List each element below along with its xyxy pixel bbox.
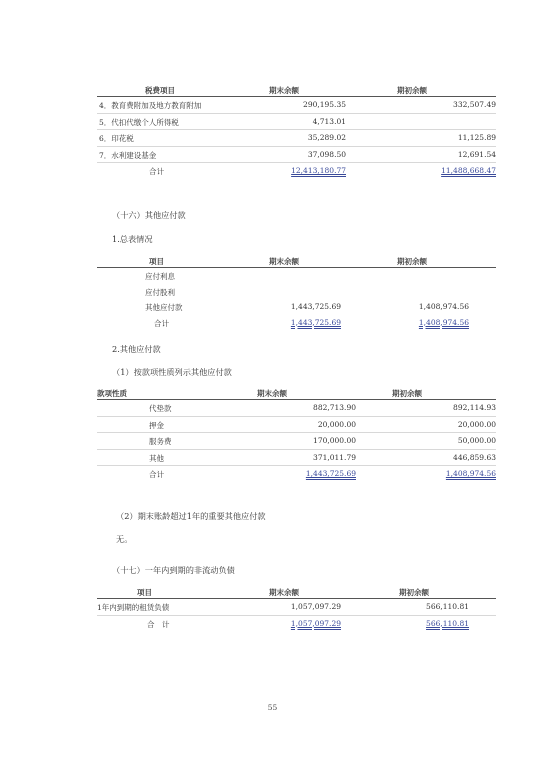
table-header [97, 387, 496, 400]
section-16-title: （十六）其他应付款 [112, 210, 186, 220]
table-row [97, 450, 496, 467]
row-label: 应付股利 [145, 287, 175, 297]
total-opening: 11,488,668.47 [441, 166, 496, 175]
total-opening: 566,110.81 [426, 618, 469, 628]
row-opening: 446,859.63 [453, 452, 496, 462]
tax-table [97, 84, 496, 179]
row-label: 7．水利建设基金 [99, 150, 157, 160]
row-opening: 566,110.81 [426, 602, 469, 611]
section-16-sub2b: （2）期末账龄超过1年的重要其他应付款 [116, 511, 266, 521]
row-label: 其他 [149, 453, 164, 463]
page-number: 55 [267, 703, 278, 712]
total-row [97, 616, 496, 632]
row-opening: 20,000.00 [457, 419, 496, 429]
row-label: 服务费 [149, 437, 172, 446]
total-label: 合计 [154, 318, 169, 328]
noncurrent-table [97, 586, 496, 631]
row-label: 其他应付款 [145, 303, 183, 312]
section-16-sub2: 2.其他应付款 [112, 344, 161, 354]
section-16-sub1: 1.总表情况 [112, 234, 153, 244]
row-ending: 371,011.79 [313, 452, 356, 462]
section-16-sub2a: （1）按款项性质列示其他应付款 [112, 367, 232, 377]
row-ending: 1,443,725.69 [290, 302, 341, 311]
total-opening: 1,408,974.56 [445, 469, 496, 478]
header-nature: 款项性质 [97, 389, 127, 398]
table-row [97, 284, 496, 300]
table-row [97, 599, 496, 616]
row-opening: 1,408,974.56 [418, 302, 469, 311]
header-ending-balance: 期末余额 [269, 588, 299, 597]
row-ending: 20,000.00 [317, 419, 356, 429]
table-header [97, 84, 496, 97]
row-label: 4．教育费附加及地方教育附加 [99, 101, 202, 110]
table-row [97, 433, 496, 450]
total-row [97, 466, 496, 482]
table-row [97, 417, 496, 434]
table-row [97, 97, 496, 114]
summary-table [97, 255, 496, 330]
total-ending: 1,443,725.69 [290, 317, 341, 327]
header-opening-balance: 期初余额 [392, 389, 422, 398]
total-label: 合计 [149, 470, 164, 479]
section-17-title: （十七）一年内到期的非流动负债 [112, 565, 235, 575]
table-row [97, 299, 496, 315]
table-row [97, 147, 496, 164]
table-row [97, 268, 496, 284]
header-opening-balance: 期初余额 [399, 588, 429, 597]
header-ending-balance: 期末余额 [269, 86, 299, 95]
row-label: 代垫款 [149, 404, 172, 413]
header-item: 项目 [149, 257, 164, 266]
total-row [97, 163, 496, 179]
row-opening: 892,114.93 [453, 403, 496, 412]
total-opening: 1,408,974.56 [418, 317, 469, 327]
row-ending: 1,057,097.29 [290, 602, 341, 611]
row-ending: 4,713.01 [312, 116, 346, 126]
header-opening-balance: 期初余额 [397, 86, 427, 95]
table-row [97, 400, 496, 417]
row-ending: 882,713.90 [313, 403, 356, 412]
total-ending: 12,413,180.77 [291, 166, 346, 175]
row-label: 押金 [149, 420, 164, 430]
row-opening: 50,000.00 [457, 436, 496, 445]
total-row [97, 315, 496, 331]
total-ending: 1,057,097.29 [290, 618, 341, 628]
row-ending: 35,289.02 [307, 133, 346, 142]
none-text: 无。 [116, 534, 133, 544]
table-header [97, 586, 496, 599]
total-label: 合 计 [147, 619, 170, 629]
row-label: 1年内到期的租赁负债 [97, 603, 170, 612]
nature-table [97, 387, 496, 482]
table-row [97, 130, 496, 147]
row-label: 5．代扣代缴个人所得税 [99, 117, 179, 127]
row-label: 6．印花税 [99, 134, 134, 143]
row-ending: 37,098.50 [307, 149, 346, 159]
row-label: 应付利息 [145, 272, 175, 281]
header-item: 税费项目 [145, 86, 175, 95]
row-ending: 170,000.00 [313, 436, 356, 445]
table-header [97, 255, 496, 268]
row-opening: 332,507.49 [453, 100, 496, 109]
header-opening-balance: 期初余额 [397, 257, 427, 266]
header-ending-balance: 期末余额 [257, 389, 287, 398]
header-item: 项目 [137, 588, 152, 597]
table-row [97, 114, 496, 131]
row-opening: 12,691.54 [457, 149, 496, 159]
header-ending-balance: 期末余额 [269, 257, 299, 266]
row-opening: 11,125.89 [457, 133, 496, 142]
total-label: 合计 [149, 167, 164, 176]
row-ending: 290,195.35 [303, 100, 346, 109]
total-ending: 1,443,725.69 [305, 469, 356, 478]
